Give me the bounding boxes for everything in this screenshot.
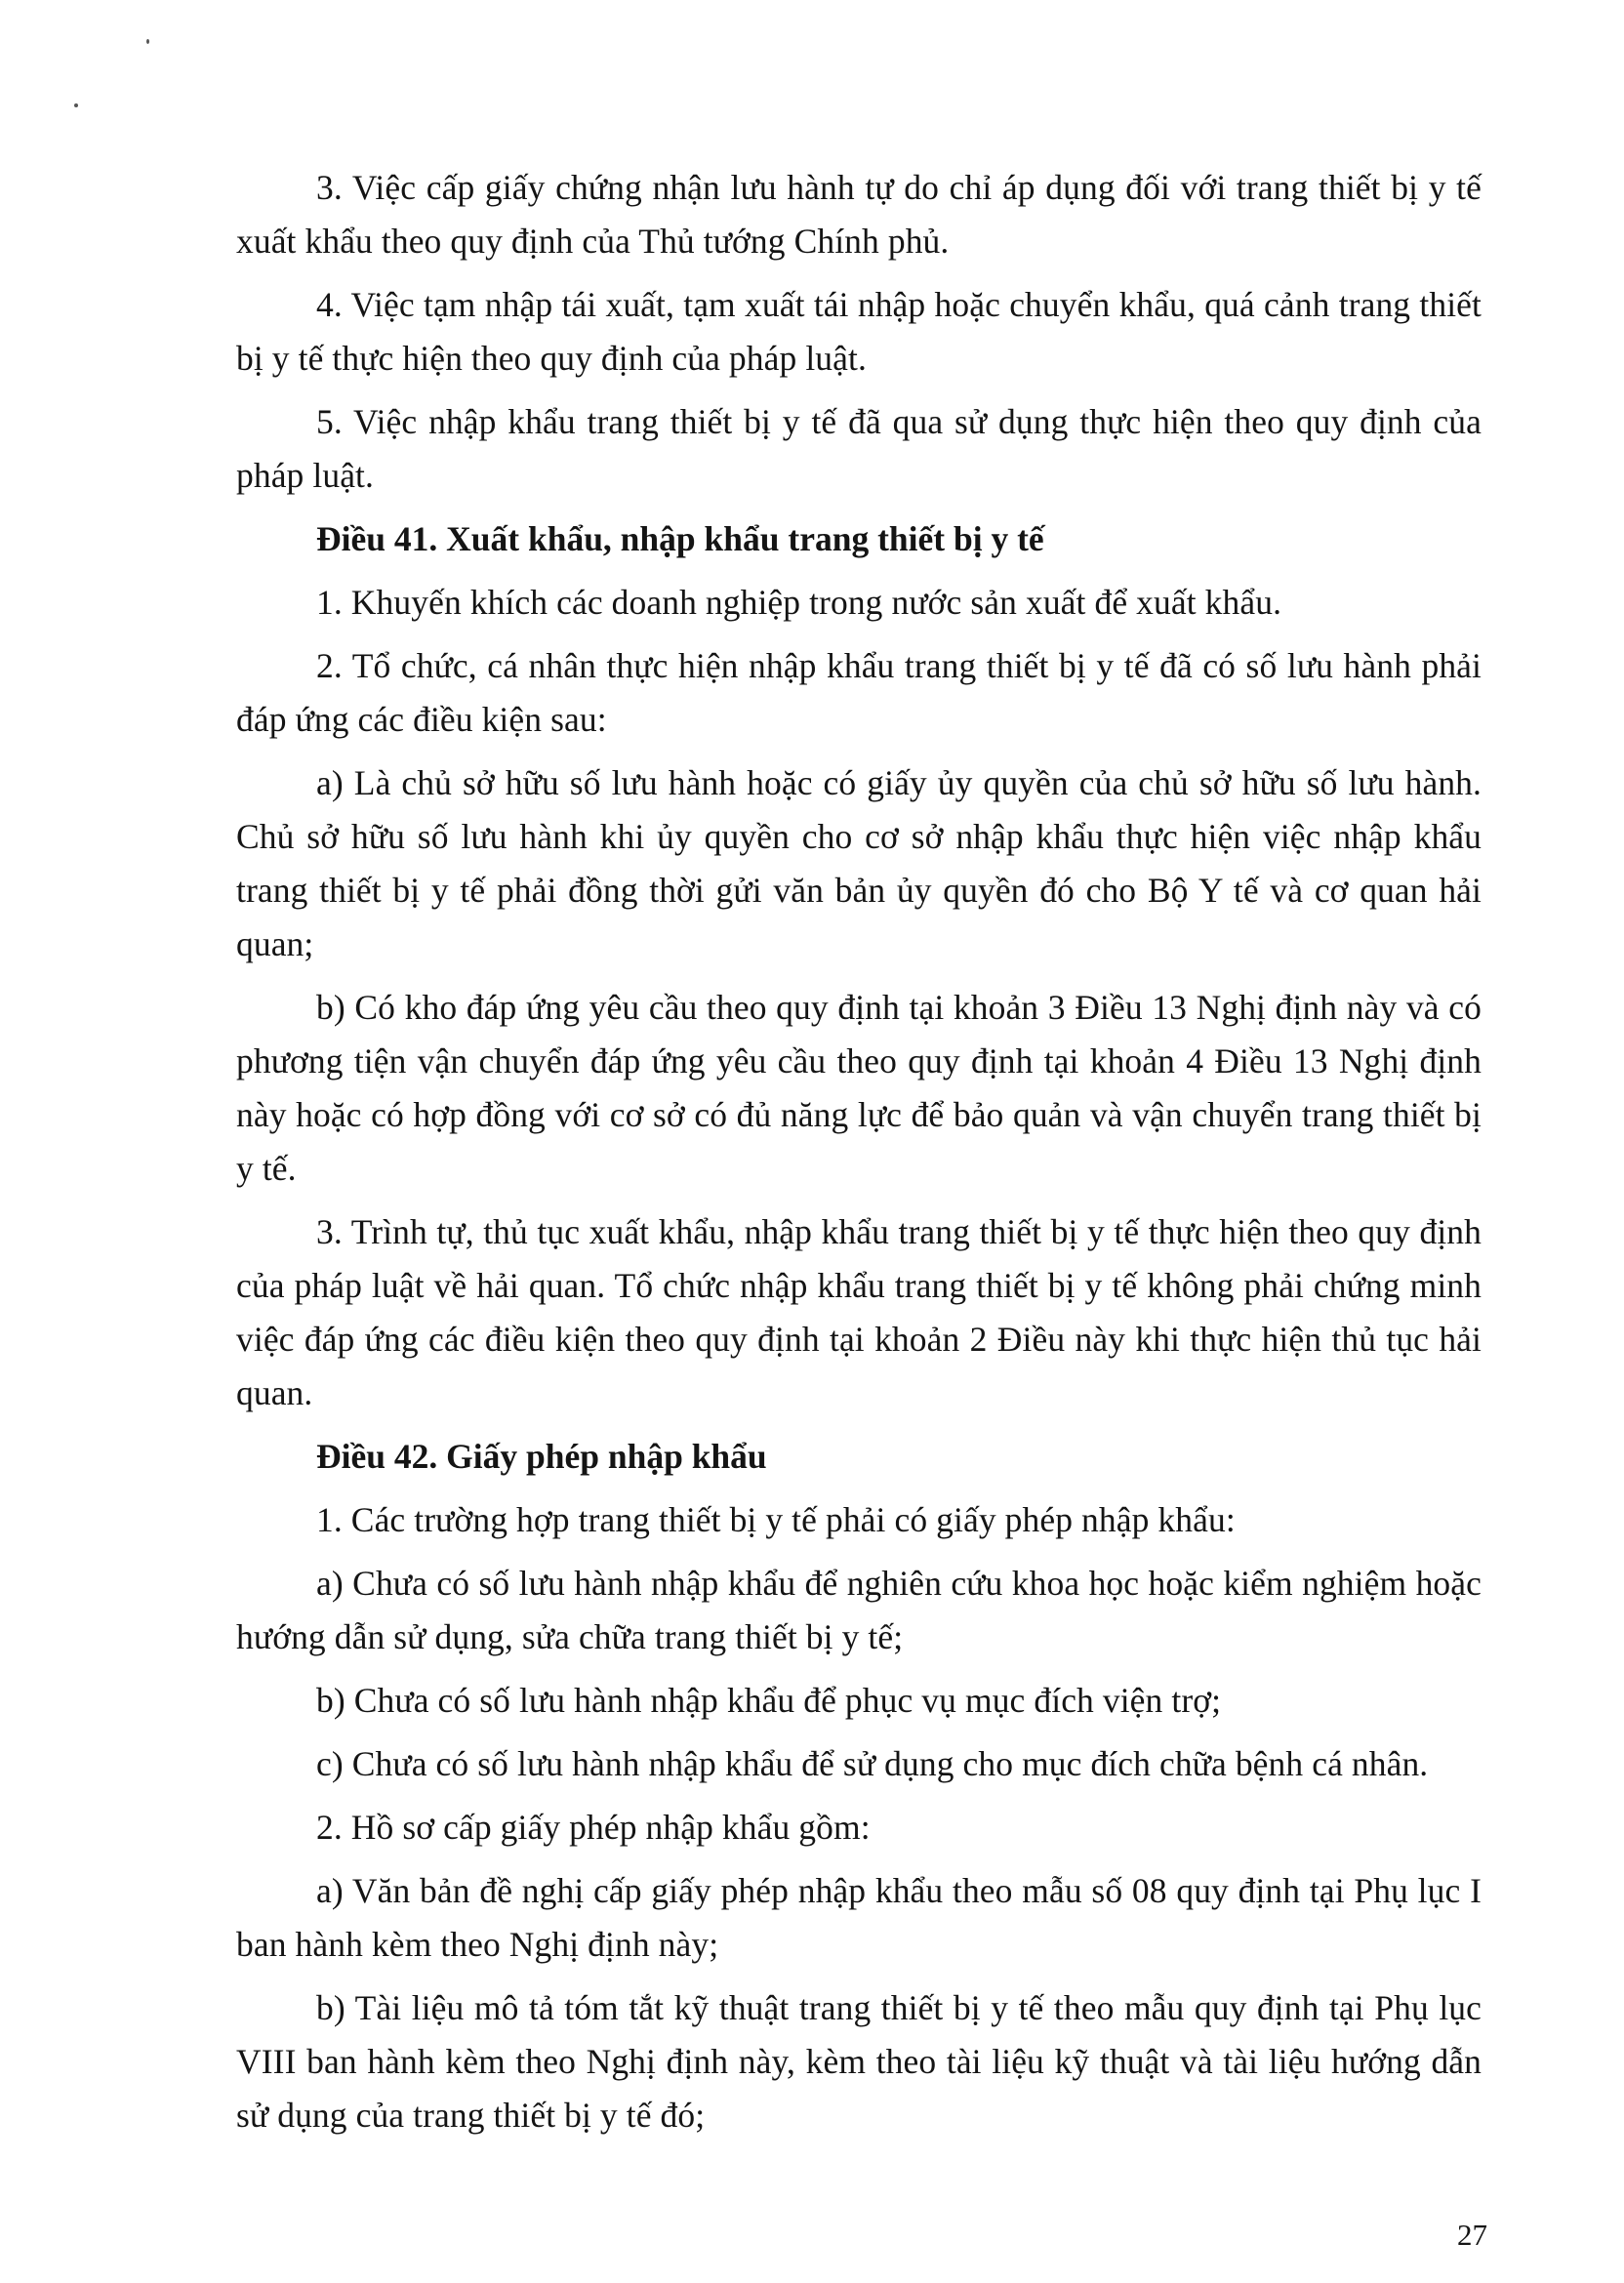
article-42-clause-2b: b) Tài liệu mô tả tóm tắt kỹ thuật trang thiết bị y tế theo mẫu quy định tại Phụ lục VIII ban hành kèm theo Nghị định này, kèm theo tài liệu kỹ thuật và tài liệu hướng dẫn sử dụng của trang thiết bị y tế đó; [236, 1988, 1482, 2135]
paragraph-clause-3: 3. Việc cấp giấy chứng nhận lưu hành tự do chỉ áp dụng đối với trang thiết bị y tế xuất khẩu theo quy định của Thủ tướng Chính phủ. [236, 168, 1482, 261]
scan-speck [74, 103, 78, 107]
article-41-clause-2: 2. Tổ chức, cá nhân thực hiện nhập khẩu trang thiết bị y tế đã có số lưu hành phải đáp ứng các điều kiện sau: [236, 646, 1482, 739]
article-42-clause-1b: b) Chưa có số lưu hành nhập khẩu để phục vụ mục đích viện trợ; [316, 1681, 1222, 1720]
scan-speck [146, 39, 149, 44]
page-number: 27 [1457, 2218, 1487, 2252]
document-body [236, 161, 1482, 2152]
article-41-clause-1: 1. Khuyến khích các doanh nghiệp trong nước sản xuất để xuất khẩu. [316, 583, 1282, 622]
paragraph-clause-4: 4. Việc tạm nhập tái xuất, tạm xuất tái nhập hoặc chuyển khẩu, quá cảnh trang thiết bị y tế thực hiện theo quy định của pháp luật. [236, 285, 1482, 378]
paragraph-clause-5: 5. Việc nhập khẩu trang thiết bị y tế đã qua sử dụng thực hiện theo quy định của pháp luật. [236, 402, 1482, 495]
article-42-heading: Điều 42. Giấy phép nhập khẩu [316, 1437, 767, 1476]
article-42-clause-1: 1. Các trường hợp trang thiết bị y tế phải có giấy phép nhập khẩu: [316, 1500, 1236, 1539]
article-42-clause-2a: a) Văn bản đề nghị cấp giấy phép nhập khẩu theo mẫu số 08 quy định tại Phụ lục I ban hành kèm theo Nghị định này; [236, 1871, 1482, 1964]
article-42-clause-1a: a) Chưa có số lưu hành nhập khẩu để nghiên cứu khoa học hoặc kiểm nghiệm hoặc hướng dẫn sử dụng, sửa chữa trang thiết bị y tế; [236, 1564, 1482, 1656]
article-41-clause-3: 3. Trình tự, thủ tục xuất khẩu, nhập khẩu trang thiết bị y tế thực hiện theo quy định của pháp luật về hải quan. Tổ chức nhập khẩu trang thiết bị y tế không phải chứng minh việc đáp ứng các điều kiện theo quy định tại khoản 2 Điều này khi thực hiện thủ tục hải quan. [236, 1212, 1482, 1412]
article-41-clause-2a: a) Là chủ sở hữu số lưu hành hoặc có giấy ủy quyền của chủ sở hữu số lưu hành. Chủ sở hữu số lưu hành khi ủy quyền cho cơ sở nhập khẩu thực hiện việc nhập khẩu trang thiết bị y tế phải đồng thời gửi văn bản ủy quyền đó cho Bộ Y tế và cơ quan hải quan; [236, 763, 1482, 963]
article-42-clause-2: 2. Hồ sơ cấp giấy phép nhập khẩu gồm: [316, 1808, 871, 1847]
article-41-heading: Điều 41. Xuất khẩu, nhập khẩu trang thiết bị y tế [316, 519, 1044, 558]
article-42-clause-1c: c) Chưa có số lưu hành nhập khẩu để sử dụng cho mục đích chữa bệnh cá nhân. [316, 1744, 1429, 1783]
article-41-clause-2b: b) Có kho đáp ứng yêu cầu theo quy định tại khoản 3 Điều 13 Nghị định này và có phương tiện vận chuyển đáp ứng yêu cầu theo quy định tại khoản 4 Điều 13 Nghị định này hoặc có hợp đồng với cơ sở có đủ năng lực để bảo quản và vận chuyển trang thiết bị y tế. [236, 988, 1482, 1188]
